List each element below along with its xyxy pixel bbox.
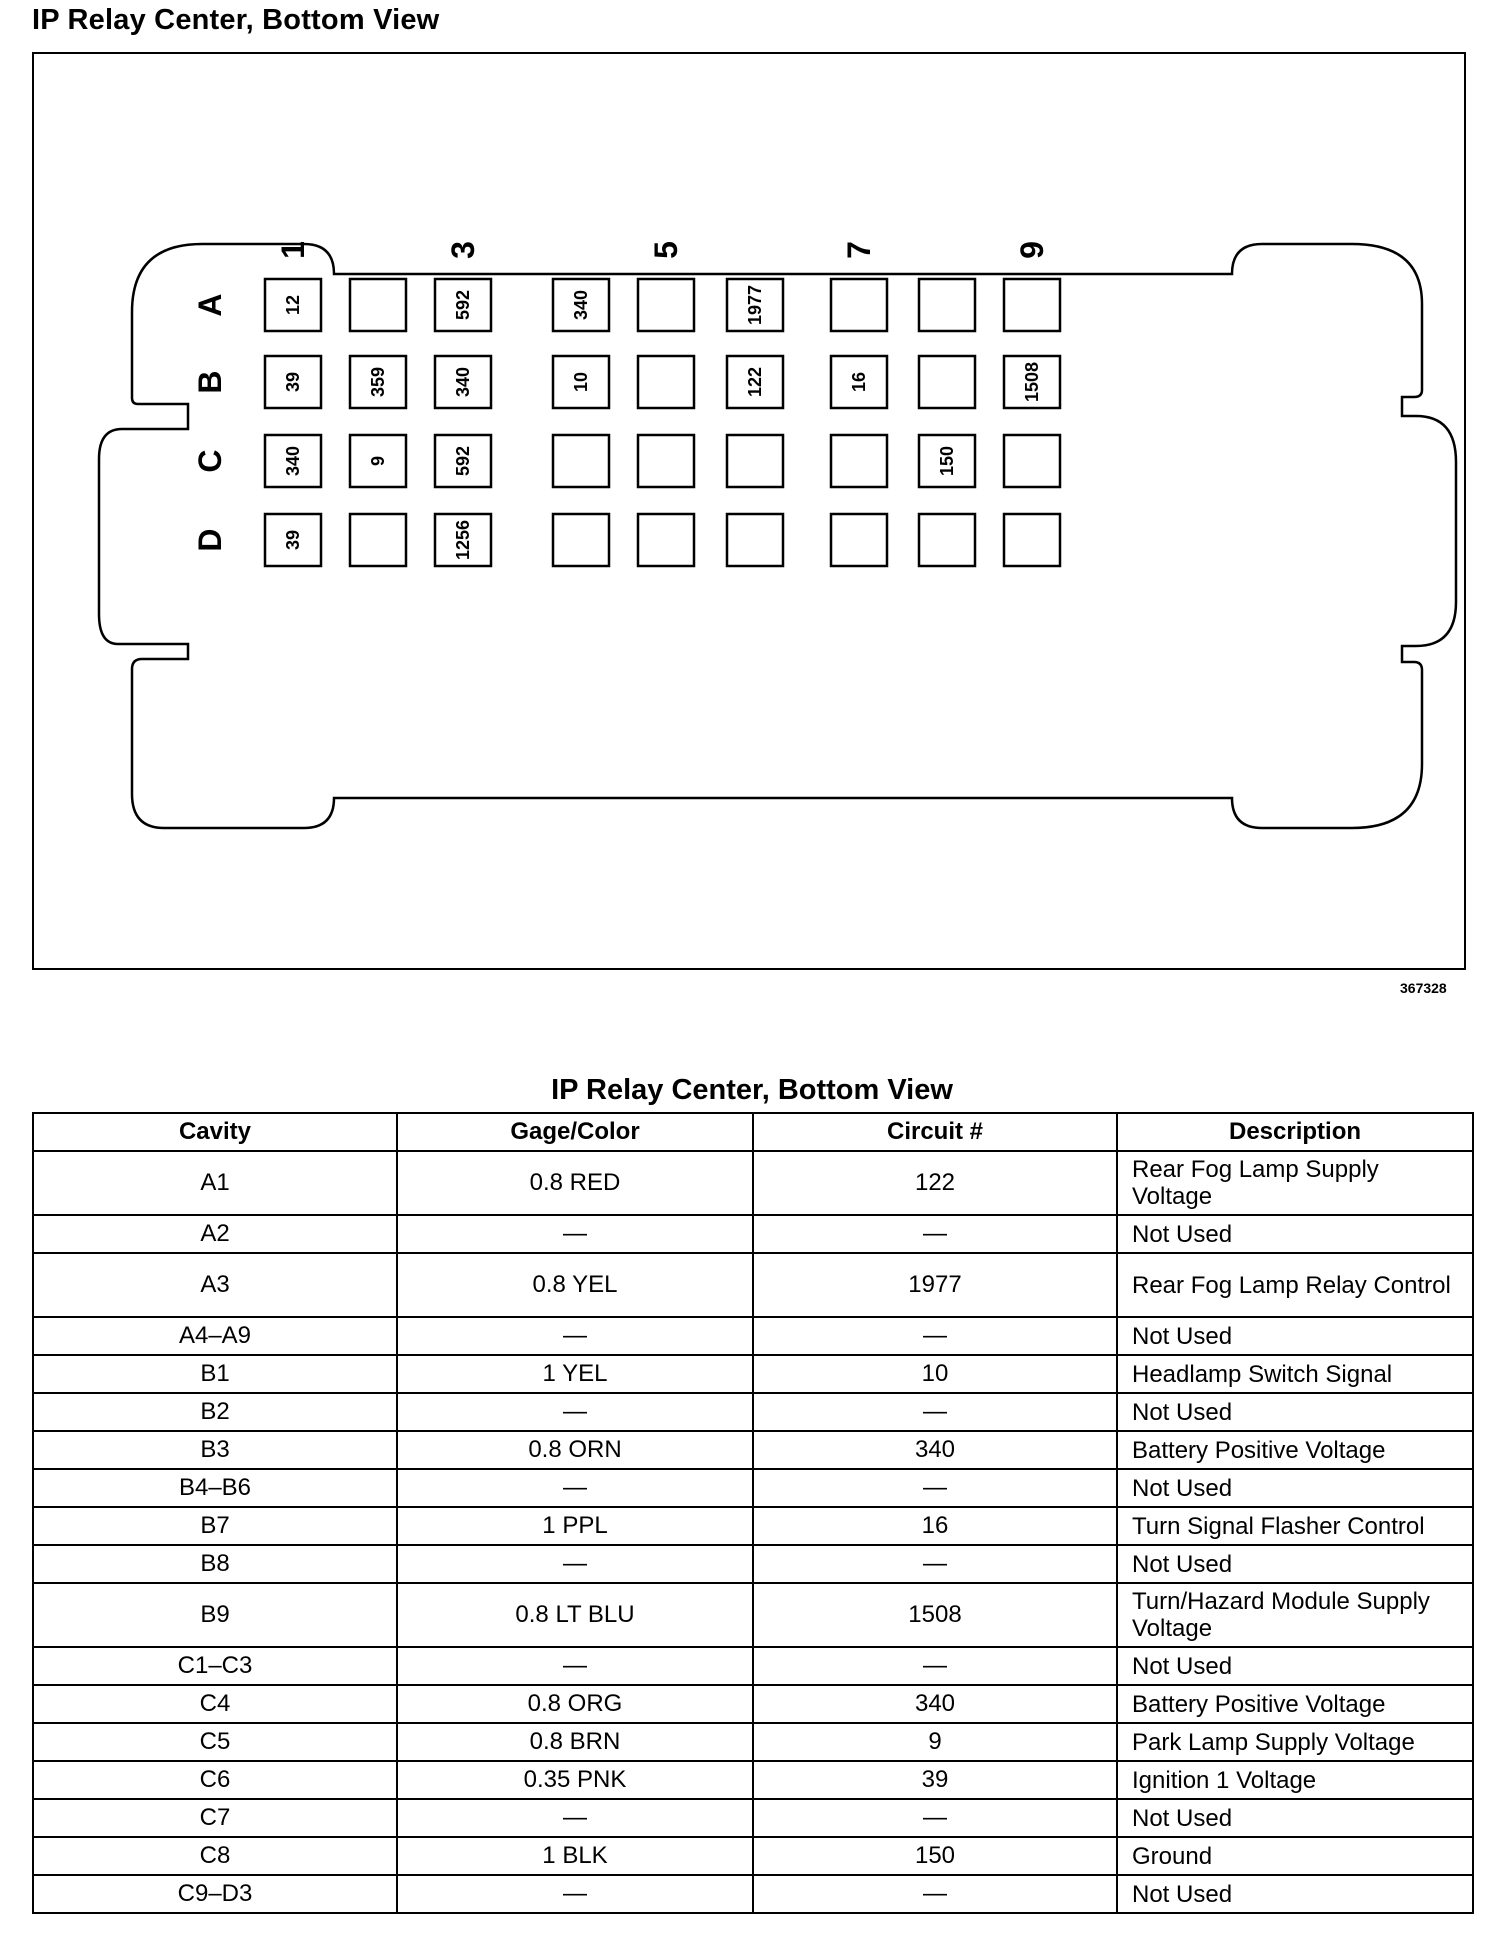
column-label: 7 <box>841 241 877 259</box>
cavity-box <box>1004 514 1060 566</box>
cavity-table <box>32 1112 1474 1914</box>
cell-cavity: A2 <box>33 1215 397 1253</box>
table-row <box>33 1647 1473 1685</box>
cell-gage-color: 0.8 LT BLU <box>397 1583 753 1647</box>
table-row <box>33 1723 1473 1761</box>
cell-cavity: C4 <box>33 1685 397 1723</box>
cavity-box <box>638 279 694 331</box>
table-row <box>33 1685 1473 1723</box>
cell-description: Park Lamp Supply Voltage <box>1117 1723 1473 1761</box>
cell-circuit: 9 <box>753 1723 1117 1761</box>
column-label: 1 <box>275 241 311 259</box>
cavity-circuit-label: 359 <box>368 366 388 398</box>
table-row <box>33 1545 1473 1583</box>
cell-gage-color: 0.8 ORN <box>397 1431 753 1469</box>
cavity-circuit-label: 1508 <box>1022 361 1042 403</box>
cell-circuit: 10 <box>753 1355 1117 1393</box>
cavity-box <box>919 356 975 408</box>
figure-id: 367328 <box>1400 980 1447 996</box>
table-header-row <box>33 1113 1473 1151</box>
cell-circuit: — <box>753 1215 1117 1253</box>
cavity-box <box>727 514 783 566</box>
cell-circuit: — <box>753 1317 1117 1355</box>
column-labels <box>275 241 1050 259</box>
table-row <box>33 1253 1473 1317</box>
cell-circuit: 1508 <box>753 1583 1117 1647</box>
cavity-grid <box>265 279 1060 566</box>
table-row <box>33 1837 1473 1875</box>
cavity-box <box>553 435 609 487</box>
cell-gage-color: 0.8 YEL <box>397 1253 753 1317</box>
table-row <box>33 1355 1473 1393</box>
cell-cavity: B1 <box>33 1355 397 1393</box>
cavity-circuit-label: 1977 <box>745 284 765 326</box>
cell-description: Ignition 1 Voltage <box>1117 1761 1473 1799</box>
cell-circuit: 340 <box>753 1431 1117 1469</box>
table-row <box>33 1317 1473 1355</box>
cell-description: Headlamp Switch Signal <box>1117 1355 1473 1393</box>
cell-gage-color: — <box>397 1393 753 1431</box>
cell-gage-color: — <box>397 1647 753 1685</box>
cell-circuit: 39 <box>753 1761 1117 1799</box>
cell-cavity: B3 <box>33 1431 397 1469</box>
cell-cavity: B2 <box>33 1393 397 1431</box>
cell-gage-color: 0.8 ORG <box>397 1685 753 1723</box>
cell-cavity: B7 <box>33 1507 397 1545</box>
cell-gage-color: 1 BLK <box>397 1837 753 1875</box>
cell-cavity: A1 <box>33 1151 397 1215</box>
cell-circuit: — <box>753 1647 1117 1685</box>
row-label: B <box>192 370 228 394</box>
cell-description: Not Used <box>1117 1799 1473 1837</box>
cell-gage-color: — <box>397 1469 753 1507</box>
cell-cavity: C9–D3 <box>33 1875 397 1913</box>
cell-cavity: A4–A9 <box>33 1317 397 1355</box>
cavity-circuit-label: 39 <box>283 371 303 393</box>
table-row <box>33 1393 1473 1431</box>
cell-cavity: A3 <box>33 1253 397 1317</box>
table-row <box>33 1215 1473 1253</box>
cavity-box <box>638 435 694 487</box>
cell-gage-color: 0.8 RED <box>397 1151 753 1215</box>
table-row <box>33 1431 1473 1469</box>
cell-description: Not Used <box>1117 1317 1473 1355</box>
cell-gage-color: 1 PPL <box>397 1507 753 1545</box>
cavity-box <box>553 514 609 566</box>
header-circuit: Circuit # <box>753 1113 1117 1151</box>
cell-cavity: B8 <box>33 1545 397 1583</box>
cavity-box <box>831 514 887 566</box>
cavity-box <box>1004 279 1060 331</box>
cell-gage-color: — <box>397 1215 753 1253</box>
column-label: 9 <box>1014 241 1050 259</box>
cavity-circuit-label: 340 <box>453 366 473 398</box>
row-label: A <box>192 293 228 317</box>
cell-circuit: — <box>753 1799 1117 1837</box>
cell-description: Battery Positive Voltage <box>1117 1431 1473 1469</box>
cell-gage-color: — <box>397 1317 753 1355</box>
cell-gage-color: — <box>397 1875 753 1913</box>
cell-circuit: 122 <box>753 1151 1117 1215</box>
cavity-circuit-label: 10 <box>571 371 591 393</box>
table-row <box>33 1507 1473 1545</box>
cell-description: Turn/Hazard Module Supply Voltage <box>1117 1583 1473 1647</box>
cell-description: Not Used <box>1117 1215 1473 1253</box>
cavity-circuit-label: 592 <box>453 289 473 321</box>
table-row <box>33 1761 1473 1799</box>
cavity-circuit-label: 9 <box>368 455 388 467</box>
cell-circuit: 1977 <box>753 1253 1117 1317</box>
column-label: 5 <box>648 241 684 259</box>
cavity-box <box>638 514 694 566</box>
table-row <box>33 1151 1473 1215</box>
row-label: C <box>192 449 228 473</box>
cell-cavity: C6 <box>33 1761 397 1799</box>
cavity-box <box>919 514 975 566</box>
cavity-box <box>350 514 406 566</box>
row-label: D <box>192 528 228 552</box>
cavity-box <box>831 435 887 487</box>
cavity-circuit-label: 150 <box>937 445 957 477</box>
cell-cavity: B4–B6 <box>33 1469 397 1507</box>
cavity-box <box>831 279 887 331</box>
cavity-circuit-label: 39 <box>283 529 303 551</box>
cell-circuit: — <box>753 1875 1117 1913</box>
cavity-circuit-label: 12 <box>283 294 303 316</box>
cavity-circuit-label: 592 <box>453 445 473 477</box>
cell-description: Turn Signal Flasher Control <box>1117 1507 1473 1545</box>
cell-circuit: 16 <box>753 1507 1117 1545</box>
connector-diagram-frame <box>32 52 1466 970</box>
cell-gage-color: 1 YEL <box>397 1355 753 1393</box>
cell-circuit: — <box>753 1393 1117 1431</box>
cell-gage-color: — <box>397 1545 753 1583</box>
cavity-box <box>727 435 783 487</box>
cell-cavity: C5 <box>33 1723 397 1761</box>
header-gage-color: Gage/Color <box>397 1113 753 1151</box>
table-title: IP Relay Center, Bottom View <box>551 1074 953 1106</box>
cell-cavity: C7 <box>33 1799 397 1837</box>
cell-gage-color: 0.8 BRN <box>397 1723 753 1761</box>
header-description: Description <box>1117 1113 1473 1151</box>
cell-description: Not Used <box>1117 1875 1473 1913</box>
cell-cavity: C1–C3 <box>33 1647 397 1685</box>
cell-circuit: 150 <box>753 1837 1117 1875</box>
cell-circuit: 340 <box>753 1685 1117 1723</box>
cell-description: Rear Fog Lamp Supply Voltage <box>1117 1151 1473 1215</box>
cavity-box <box>919 279 975 331</box>
cavity-circuit-label: 340 <box>571 289 591 321</box>
cell-description: Not Used <box>1117 1647 1473 1685</box>
cell-circuit: — <box>753 1469 1117 1507</box>
cavity-circuit-label: 16 <box>849 371 869 393</box>
cell-description: Not Used <box>1117 1469 1473 1507</box>
cavity-circuit-label: 340 <box>283 445 303 477</box>
cell-description: Rear Fog Lamp Relay Control <box>1117 1253 1473 1317</box>
header-cavity: Cavity <box>33 1113 397 1151</box>
cavity-circuit-label: 122 <box>745 366 765 398</box>
column-label: 3 <box>445 241 481 259</box>
table-row <box>33 1583 1473 1647</box>
cell-description: Not Used <box>1117 1545 1473 1583</box>
cell-circuit: — <box>753 1545 1117 1583</box>
table-row <box>33 1875 1473 1913</box>
cell-gage-color: — <box>397 1799 753 1837</box>
page-title: IP Relay Center, Bottom View <box>32 4 440 36</box>
cell-description: Ground <box>1117 1837 1473 1875</box>
connector-diagram <box>34 54 1464 968</box>
cavity-box <box>1004 435 1060 487</box>
cell-description: Not Used <box>1117 1393 1473 1431</box>
cell-cavity: B9 <box>33 1583 397 1647</box>
cavity-box <box>350 279 406 331</box>
cell-gage-color: 0.35 PNK <box>397 1761 753 1799</box>
cavity-circuit-label: 1256 <box>453 519 473 561</box>
cavity-box <box>638 356 694 408</box>
table-row <box>33 1799 1473 1837</box>
cell-description: Battery Positive Voltage <box>1117 1685 1473 1723</box>
table-row <box>33 1469 1473 1507</box>
cell-cavity: C8 <box>33 1837 397 1875</box>
row-labels <box>192 293 228 551</box>
